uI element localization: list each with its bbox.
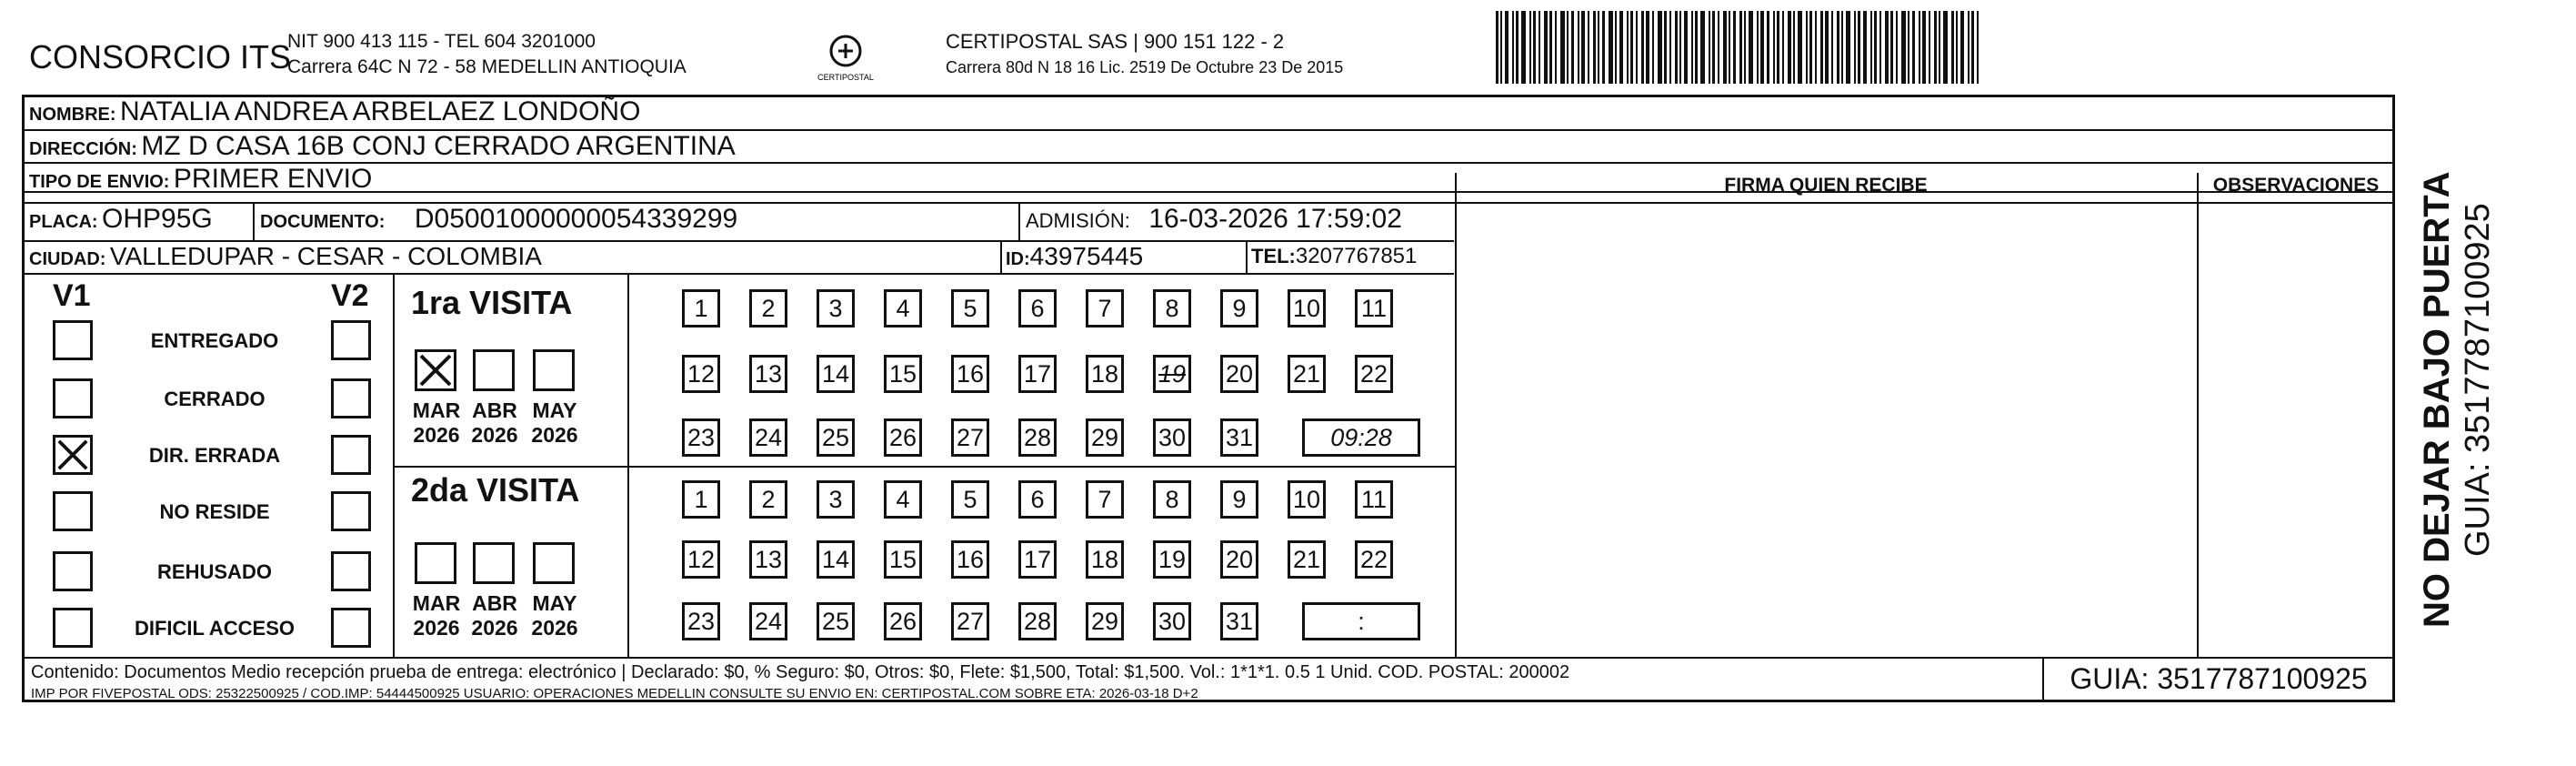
v2-checkbox[interactable]: [331, 378, 371, 418]
v1-checkbox[interactable]: [53, 320, 93, 360]
tipo-envio-row: TIPO DE ENVIO: PRIMER ENVIO: [29, 164, 373, 194]
day-box[interactable]: 11: [1355, 480, 1393, 519]
day-box[interactable]: 26: [884, 418, 922, 457]
month-label: ABR 2026: [471, 591, 518, 640]
day-box[interactable]: 21: [1288, 355, 1326, 393]
day-box[interactable]: 20: [1220, 355, 1258, 393]
company-name: CONSORCIO ITS: [29, 38, 292, 76]
month-label: MAY 2026: [531, 591, 578, 640]
day-box[interactable]: 11: [1355, 289, 1393, 328]
documento-cell: DOCUMENTO: D05001000000054339299: [260, 204, 738, 234]
tel-cell: TEL:3207767851: [1251, 244, 1418, 268]
day-box[interactable]: 29: [1086, 602, 1124, 640]
day-box[interactable]: 15: [884, 540, 922, 579]
company-address: Carrera 64C N 72 - 58 MEDELLIN ANTIOQUIA: [287, 56, 687, 77]
month-checkbox[interactable]: [415, 349, 456, 391]
day-box[interactable]: 5: [951, 289, 989, 328]
time-box[interactable]: 09:28: [1302, 418, 1420, 457]
day-box[interactable]: 3: [817, 289, 855, 328]
day-box[interactable]: 14: [817, 540, 855, 579]
v1-checkbox[interactable]: [53, 608, 93, 648]
id-value: 43975445: [1029, 242, 1144, 270]
firma-header: FIRMA QUIEN RECIBE: [1724, 175, 1928, 196]
v1-checkbox[interactable]: [53, 551, 93, 591]
placa-value: OHP95G: [102, 204, 213, 234]
ciudad-cell: CIUDAD: VALLEDUPAR - CESAR - COLOMBIA: [29, 242, 542, 270]
guia-footer: GUIA: 3517787100925: [2070, 662, 2368, 695]
status-label: DIFICIL ACCESO: [134, 617, 295, 640]
guia-side: GUIA: 3517787100925: [2459, 203, 2497, 557]
day-box[interactable]: 15: [884, 355, 922, 393]
day-box[interactable]: 17: [1018, 355, 1057, 393]
day-box[interactable]: 12: [682, 355, 720, 393]
nombre-value: NATALIA ANDREA ARBELAEZ LONDOÑO: [120, 96, 641, 126]
day-box[interactable]: 24: [749, 602, 787, 640]
month-checkbox[interactable]: [533, 349, 575, 391]
month-checkbox[interactable]: [473, 542, 515, 584]
day-box[interactable]: 23: [682, 602, 720, 640]
day-box[interactable]: 2: [749, 289, 787, 328]
admision-cell: ADMISIÓN: 16-03-2026 17:59:02: [1026, 204, 1402, 234]
day-box[interactable]: 10: [1288, 289, 1326, 328]
direccion-value: MZ D CASA 16B CONJ CERRADO ARGENTINA: [141, 131, 736, 161]
observaciones-header: OBSERVACIONES: [2212, 175, 2380, 196]
day-box[interactable]: 22: [1355, 540, 1393, 579]
barcode: [1496, 11, 2223, 84]
day-box[interactable]: 13: [749, 540, 787, 579]
day-box[interactable]: 13: [749, 355, 787, 393]
nombre-row: NOMBRE: NATALIA ANDREA ARBELAEZ LONDOÑO: [29, 96, 641, 126]
day-box[interactable]: 7: [1086, 480, 1124, 519]
month-label: MAR 2026: [412, 398, 461, 447]
status-label: DIR. ERRADA: [148, 444, 281, 467]
month-checkbox[interactable]: [473, 349, 515, 391]
certipostal-logo: [814, 31, 877, 86]
ciudad-value: VALLEDUPAR - CESAR - COLOMBIA: [109, 242, 542, 270]
v2-checkbox[interactable]: [331, 491, 371, 531]
day-box[interactable]: 6: [1018, 289, 1057, 328]
admision-value: 16-03-2026 17:59:02: [1148, 204, 1402, 234]
day-box[interactable]: 28: [1018, 602, 1057, 640]
month-checkbox[interactable]: [415, 542, 456, 584]
day-box[interactable]: 19: [1153, 355, 1191, 393]
courier-name: CERTIPOSTAL SAS | 900 151 122 - 2: [946, 30, 1285, 53]
day-box[interactable]: 18: [1086, 355, 1124, 393]
day-box[interactable]: 30: [1153, 418, 1191, 457]
month-checkbox[interactable]: [533, 542, 575, 584]
day-box[interactable]: 29: [1086, 418, 1124, 457]
v1-checkbox[interactable]: [53, 378, 93, 418]
day-box[interactable]: 14: [817, 355, 855, 393]
day-box[interactable]: 4: [884, 289, 922, 328]
v2-checkbox[interactable]: [331, 320, 371, 360]
v2-label: V2: [331, 278, 369, 313]
company-nit: NIT 900 413 115 - TEL 604 3201000: [287, 31, 596, 52]
v1-label: V1: [53, 278, 91, 313]
no-dejar-bajo-puerta: NO DEJAR BAJO PUERTA: [2417, 171, 2457, 628]
day-box[interactable]: 25: [817, 418, 855, 457]
day-box[interactable]: 10: [1288, 480, 1326, 519]
day-box[interactable]: 16: [951, 355, 989, 393]
imp-text: IMP POR FIVEPOSTAL ODS: 25322500925 / COD.IMP: 54444500925 USUARIO: OPERACIONES MEDELLIN CONSULTE SU ENVIO EN: CERTIPOSTAL.COM SOBRE ETA: 2026-03-18 D+2: [31, 686, 1198, 701]
tel-value: 3207767851: [1295, 244, 1418, 268]
day-box[interactable]: 20: [1220, 540, 1258, 579]
day-box[interactable]: 22: [1355, 355, 1393, 393]
time-box[interactable]: :: [1302, 602, 1420, 640]
day-box[interactable]: 24: [749, 418, 787, 457]
day-box[interactable]: 6: [1018, 480, 1057, 519]
courier-address: Carrera 80d N 18 16 Lic. 2519 De Octubre 23 De 2015: [946, 58, 1344, 76]
contenido-text: Contenido: Documentos Medio recepción prueba de entrega: electrónico | Declarado: $0, % Seguro: $0, Otros: $0, Flete: $1,500, Total: $1,500. Vol.: 1*1*1. 0.5 1 Unid. COD. POSTAL: 200002: [31, 662, 1570, 682]
v1-checkbox[interactable]: [53, 491, 93, 531]
v2-checkbox[interactable]: [331, 435, 371, 475]
month-label: ABR 2026: [471, 398, 518, 447]
day-box[interactable]: 8: [1153, 480, 1191, 519]
day-box[interactable]: 5: [951, 480, 989, 519]
day-box[interactable]: 23: [682, 418, 720, 457]
direccion-row: DIRECCIÓN: MZ D CASA 16B CONJ CERRADO ARGENTINA: [29, 131, 736, 161]
day-box[interactable]: 4: [884, 480, 922, 519]
v2-checkbox[interactable]: [331, 551, 371, 591]
month-label: MAR 2026: [412, 591, 461, 640]
day-box[interactable]: 8: [1153, 289, 1191, 328]
day-box[interactable]: 2: [749, 480, 787, 519]
placa-cell: PLACA: OHP95G: [29, 204, 213, 234]
v1-checkbox[interactable]: [53, 435, 93, 475]
day-box[interactable]: 31: [1220, 418, 1258, 457]
day-box[interactable]: 16: [951, 540, 989, 579]
first-visit-title: 1ra VISITA: [411, 284, 573, 321]
day-box[interactable]: 25: [817, 602, 855, 640]
status-label: ENTREGADO: [150, 329, 279, 352]
status-label: REHUSADO: [157, 560, 272, 583]
day-box[interactable]: 17: [1018, 540, 1057, 579]
day-box[interactable]: 9: [1220, 289, 1258, 328]
day-box[interactable]: 9: [1220, 480, 1258, 519]
id-cell: ID:43975445: [1006, 242, 1144, 270]
documento-value: D05001000000054339299: [414, 204, 738, 234]
v2-checkbox[interactable]: [331, 608, 371, 648]
day-box[interactable]: 27: [951, 602, 989, 640]
day-box[interactable]: 28: [1018, 418, 1057, 457]
day-box[interactable]: 12: [682, 540, 720, 579]
day-box[interactable]: 26: [884, 602, 922, 640]
status-label: CERRADO: [164, 388, 266, 410]
day-box[interactable]: 3: [817, 480, 855, 519]
svg-text:CERTIPOSTAL: CERTIPOSTAL: [817, 73, 874, 82]
day-box[interactable]: 18: [1086, 540, 1124, 579]
day-box[interactable]: 1: [682, 289, 720, 328]
day-box[interactable]: 27: [951, 418, 989, 457]
month-label: MAY 2026: [531, 398, 578, 447]
second-visit-title: 2da VISITA: [411, 471, 580, 509]
tipo-envio-value: PRIMER ENVIO: [173, 164, 373, 194]
day-box[interactable]: 21: [1288, 540, 1326, 579]
day-box[interactable]: 19: [1153, 540, 1191, 579]
day-box[interactable]: 31: [1220, 602, 1258, 640]
status-label: NO RESIDE: [159, 500, 270, 523]
day-box[interactable]: 1: [682, 480, 720, 519]
day-box[interactable]: 30: [1153, 602, 1191, 640]
day-box[interactable]: 7: [1086, 289, 1124, 328]
